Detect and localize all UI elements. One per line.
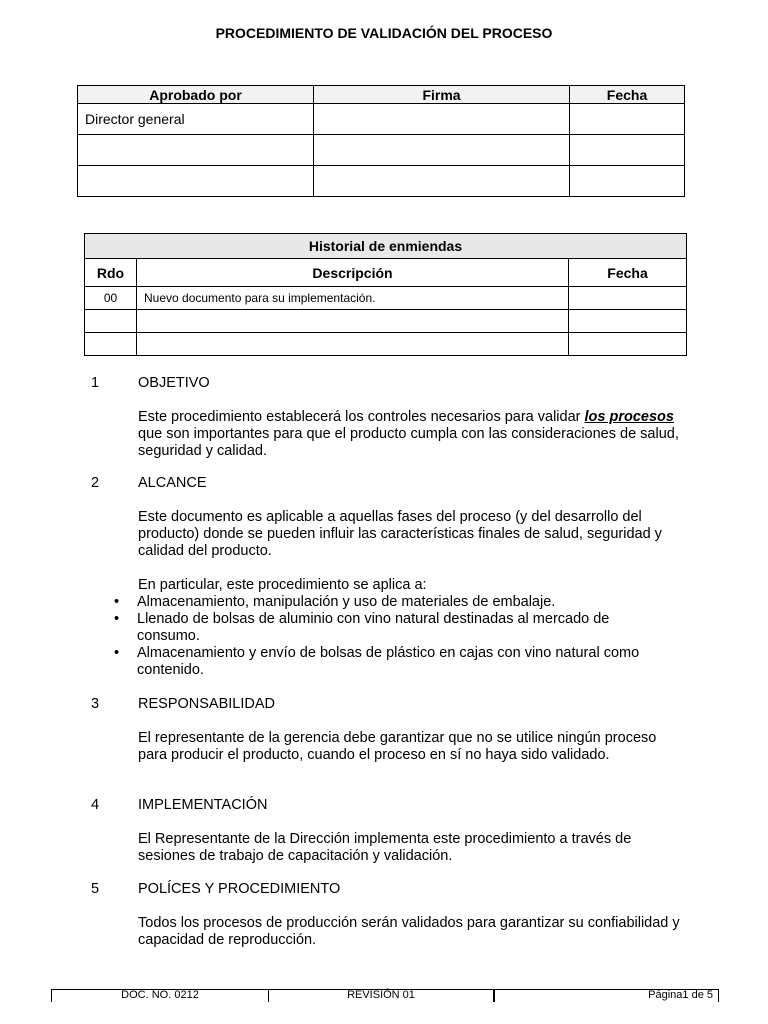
paragraph-text: Este procedimiento establecerá los controles necesarios para validar (138, 409, 585, 425)
table-row (78, 166, 685, 197)
section-implementacion (91, 797, 691, 865)
amendment-description-cell: Nuevo documento para su implementación. (137, 287, 569, 310)
approval-table (77, 85, 685, 197)
section-polices-y-procedimiento (91, 881, 691, 949)
amendment-date-cell (569, 333, 687, 356)
amendment-header-row (85, 259, 687, 287)
amendment-header-date: Fecha (569, 259, 687, 287)
document-title: PROCEDIMIENTO DE VALIDACIÓN DEL PROCESO (215, 25, 553, 41)
table-row (85, 287, 687, 310)
table-row (85, 310, 687, 333)
section-number: 1 (91, 375, 100, 391)
section-heading: POLÍCES Y PROCEDIMIENTO (138, 881, 341, 897)
section-alcance (91, 475, 691, 679)
bullet-icon: • (114, 594, 120, 610)
approval-header-date: Fecha (570, 86, 685, 104)
los-procesos-link[interactable]: los procesos (584, 409, 674, 425)
amendment-rdo-cell: 00 (85, 287, 137, 310)
table-row (85, 333, 687, 356)
section-number: 4 (91, 797, 100, 813)
amendment-rdo-cell (85, 310, 137, 333)
list-item (114, 611, 691, 645)
approval-cell (570, 166, 685, 197)
section-heading: IMPLEMENTACIÓN (138, 797, 268, 813)
approval-cell (570, 135, 685, 166)
table-row (78, 104, 685, 135)
approval-header-approved-by: Aprobado por (78, 86, 314, 104)
section-number: 2 (91, 475, 100, 491)
bullet-icon: • (114, 611, 120, 627)
list-item-text: Almacenamiento, manipulación y uso de materiales de embalaje. (137, 594, 556, 610)
section-heading: RESPONSABILIDAD (138, 696, 275, 712)
approval-header-signature: Firma (314, 86, 570, 104)
approval-cell (314, 104, 570, 135)
section-paragraph: Este documento es aplicable a aquellas fases del proceso (y del desarrollo del producto) donde se pueden influir las características finales de salud, seguridad y calidad del producto. (138, 509, 662, 559)
approval-cell (314, 135, 570, 166)
section-heading: OBJETIVO (138, 375, 210, 391)
section-objetivo (91, 375, 691, 460)
section-number: 3 (91, 696, 100, 712)
section-heading: ALCANCE (138, 475, 207, 491)
paragraph-text: que son importantes para que el producto cumpla con las consideraciones de salud, seguridad y calidad. (138, 426, 679, 459)
amendment-rdo-cell (85, 333, 137, 356)
footer-page-number: Página1 de 5 (648, 989, 713, 1001)
approval-cell (78, 166, 314, 197)
footer-revision: REVISIÓN 01 (347, 989, 415, 1001)
section-paragraph (138, 409, 688, 460)
list-item-text: Almacenamiento y envío de bolsas de plástico en cajas con vino natural como contenido. (137, 645, 640, 678)
table-row (78, 135, 685, 166)
amendment-history-table (84, 233, 687, 356)
section-paragraph: El representante de la gerencia debe garantizar que no se utilice ningún proceso para producir el producto, cuando el proceso en sí no haya sido validado. (138, 730, 657, 763)
amendment-date-cell (569, 310, 687, 333)
approval-cell (570, 104, 685, 135)
amendment-header-description: Descripción (137, 259, 569, 287)
bullet-icon: • (114, 645, 120, 661)
scope-bullet-list (114, 594, 691, 679)
list-item (114, 594, 691, 611)
amendment-description-cell (137, 333, 569, 356)
approval-cell (78, 135, 314, 166)
section-paragraph: Todos los procesos de producción serán validados para garantizar su confiabilidad y capacidad de reproducción. (138, 915, 680, 948)
approval-header-row (78, 86, 685, 104)
amendment-date-cell (569, 287, 687, 310)
approval-cell: Director general (78, 104, 314, 135)
list-item (114, 645, 691, 679)
section-responsabilidad (91, 696, 691, 764)
amendment-caption: Historial de enmiendas (85, 234, 687, 259)
list-item-text: Llenado de bolsas de aluminio con vino natural destinadas al mercado de consumo. (137, 611, 610, 644)
amendment-caption-row (85, 234, 687, 259)
amendment-header-rdo: Rdo (85, 259, 137, 287)
section-number: 5 (91, 881, 100, 897)
footer-doc-number: DOC. NO. 0212 (121, 989, 199, 1001)
section-paragraph: El Representante de la Dirección implementa este procedimiento a través de sesiones de trabajo de capacitación y validación. (138, 831, 632, 864)
page-footer (51, 989, 719, 1002)
section-paragraph: En particular, este procedimiento se aplica a: (138, 577, 427, 593)
approval-cell (314, 166, 570, 197)
amendment-description-cell (137, 310, 569, 333)
